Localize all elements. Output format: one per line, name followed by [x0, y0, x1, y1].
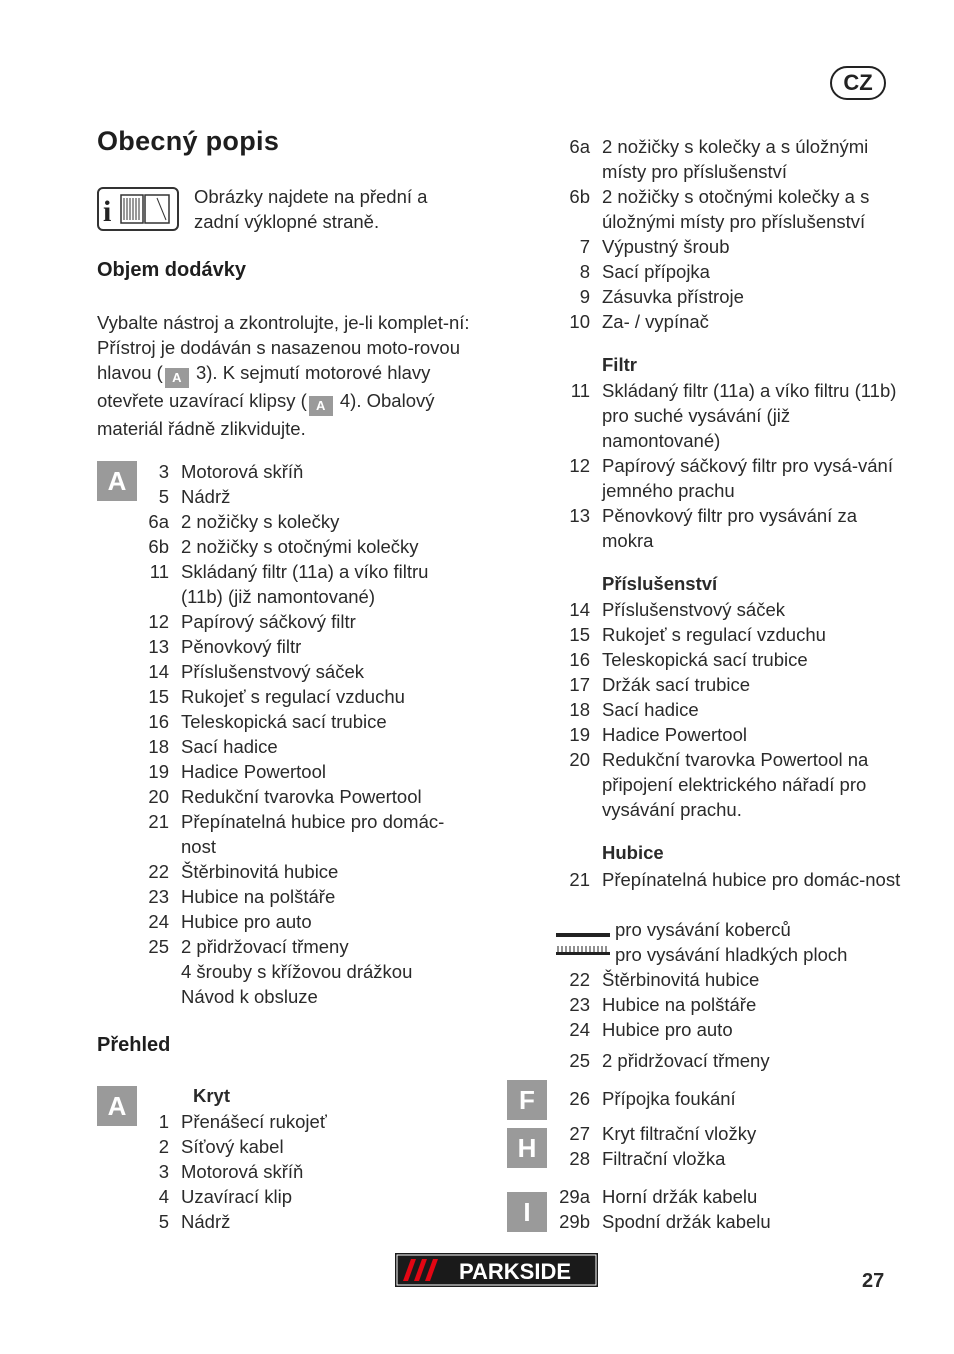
- item-text: Pěnovkový filtr: [181, 636, 302, 657]
- item-text: Skládaný filtr (11a) a víko filtru (11b) (již namontované): [181, 561, 429, 607]
- filtr-list: [542, 378, 902, 553]
- item-number: [85, 984, 169, 1009]
- list-item: [542, 1184, 902, 1209]
- item-text: Motorová skříň: [181, 461, 304, 482]
- item-text: Teleskopická sací trubice: [602, 649, 808, 670]
- item-text: Pěnovkový filtr pro vysávání za mokra: [602, 505, 857, 551]
- item-number: [85, 959, 169, 984]
- item-text: Nádrž: [181, 1211, 231, 1232]
- item-text: 2 přidržovací třmeny: [181, 936, 349, 957]
- item-text: Sací přípojka: [602, 261, 710, 282]
- list-item: [542, 722, 902, 747]
- item-text: Přenášecí rukojeť: [181, 1111, 327, 1132]
- section-h-list: [542, 1121, 902, 1171]
- item-number: 12: [148, 611, 169, 632]
- item-text: Papírový sáčkový filtr: [181, 611, 356, 632]
- item-number: 24: [569, 1019, 590, 1040]
- item-number: 23: [569, 994, 590, 1015]
- section-f-item: [542, 1086, 902, 1111]
- carpet-mode-icon: [556, 927, 610, 945]
- item-number: 21: [148, 811, 169, 832]
- item-text: Rukojeť s regulací vzduchu: [602, 624, 826, 645]
- item-number: 28: [569, 1148, 590, 1169]
- list-item: [542, 234, 902, 259]
- list-item: [85, 534, 471, 559]
- item-text: Horní držák kabelu: [602, 1186, 758, 1207]
- parkside-logo: [395, 1253, 598, 1287]
- list-item: [85, 934, 471, 959]
- item-number: 27: [569, 1123, 590, 1144]
- list-item: [85, 1184, 471, 1209]
- nozzle-item-21: [542, 867, 902, 892]
- list-item: [542, 1146, 902, 1171]
- item-number: 19: [569, 724, 590, 745]
- list-item: [542, 259, 902, 284]
- item-text: Skládaný filtr (11a) a víko filtru (11b) pro suché vysávání (již namontované): [602, 380, 897, 451]
- item-text: Spodní držák kabelu: [602, 1211, 771, 1232]
- item-number: 16: [148, 711, 169, 732]
- list-item: [85, 459, 471, 484]
- list-item: [542, 647, 902, 672]
- item-number: 6b: [148, 536, 169, 557]
- item-text: Síťový kabel: [181, 1136, 284, 1157]
- item-text: Přípojka foukání: [602, 1088, 736, 1109]
- language-badge: CZ: [830, 66, 886, 100]
- list-item: [542, 597, 902, 622]
- item-text: 4 šrouby s křížovou drážkou: [181, 961, 413, 982]
- item-number: 15: [569, 624, 590, 645]
- list-item: [85, 709, 471, 734]
- item-number: 15: [148, 686, 169, 707]
- item-number: 10: [569, 311, 590, 332]
- list-item: [542, 284, 902, 309]
- item-text: Hubice na polštáře: [181, 886, 336, 907]
- list-item: [85, 634, 471, 659]
- item-number: 5: [158, 486, 169, 507]
- item-number: 22: [148, 861, 169, 882]
- list-item: [85, 659, 471, 684]
- item-text: Přepínatelná hubice pro domác-nost: [181, 811, 445, 857]
- list-item: [85, 784, 471, 809]
- scope-text-1: Vybalte nástroj a zkontrolujte, je-li komplet-ní: Přístroj je dodáván s nasazenou moto-rovou hlavou (: [97, 312, 470, 383]
- item-text: 2 nožičky s kolečky: [181, 511, 340, 532]
- item-text: Příslušenstvový sáček: [602, 599, 786, 620]
- item-number: 19: [148, 761, 169, 782]
- list-item: [85, 984, 471, 1009]
- item-number: 14: [569, 599, 590, 620]
- brand-text: PARKSIDE: [458, 1259, 572, 1284]
- list-item: [85, 909, 471, 934]
- scope-heading: Objem dodávky: [97, 259, 246, 281]
- accessories-label: Příslušenství: [602, 573, 718, 594]
- item-number: 6b: [569, 186, 590, 207]
- item-text: Za- / vypínač: [602, 311, 709, 332]
- item-text: Přepínatelná hubice pro domác-nost: [602, 869, 901, 890]
- item-number: 12: [569, 455, 590, 476]
- list-item: [542, 1017, 902, 1042]
- list-item: [85, 1109, 471, 1134]
- list-item: [542, 309, 902, 334]
- section-i-list: [542, 1184, 902, 1234]
- item-number: 16: [569, 649, 590, 670]
- figure-badge-i: I: [507, 1192, 547, 1232]
- item-text: Nádrž: [181, 486, 231, 507]
- item-text: Redukční tvarovka Powertool: [181, 786, 422, 807]
- item-text: Motorová skříň: [181, 1161, 304, 1182]
- list-item: [85, 859, 471, 884]
- item-text: Návod k obsluze: [181, 986, 318, 1007]
- filtr-label: Filtr: [602, 354, 637, 375]
- scope-text-3: 4). Obalový materiál řádně zlikvidujte.: [97, 390, 435, 439]
- nozzle-list: [542, 967, 902, 1042]
- item-text: Výpustný šroub: [602, 236, 730, 257]
- item-number: 22: [569, 969, 590, 990]
- item-number: 20: [569, 749, 590, 770]
- list-item: [85, 509, 471, 534]
- item-number: 13: [148, 636, 169, 657]
- list-item: [542, 697, 902, 722]
- figure-ref-badge: A: [165, 368, 189, 388]
- list-item: [85, 684, 471, 709]
- item-text: Hubice pro auto: [602, 1019, 733, 1040]
- item-number: 17: [569, 674, 590, 695]
- item-text: Teleskopická sací trubice: [181, 711, 387, 732]
- item-number: 2: [158, 1136, 169, 1157]
- item-number: 11: [570, 380, 590, 401]
- list-item: [85, 484, 471, 509]
- item-number: 8: [579, 261, 590, 282]
- list-item: [542, 1121, 902, 1146]
- list-item: [542, 672, 902, 697]
- list-item: [85, 1159, 471, 1184]
- page-title: Obecný popis: [97, 126, 280, 156]
- item-text: Příslušenstvový sáček: [181, 661, 365, 682]
- list-item: [542, 134, 902, 184]
- nozzles-label: Hubice: [602, 842, 664, 863]
- item-number: 29b: [559, 1211, 590, 1232]
- item-text: 2 nožičky s otočnými kolečky: [181, 536, 419, 557]
- nozzle-item-25: [542, 1048, 902, 1073]
- item-text: Filtrační vložka: [602, 1148, 726, 1169]
- item-number: 25: [569, 1050, 590, 1071]
- list-item: [542, 378, 902, 453]
- figure-badge-h: H: [507, 1128, 547, 1168]
- mode-floor-text: pro vysávání hladkých ploch: [615, 944, 848, 965]
- item-text: Hubice na polštáře: [602, 994, 757, 1015]
- item-number: 24: [148, 911, 169, 932]
- item-number: 29a: [559, 1186, 590, 1207]
- item-number: 3: [158, 1161, 169, 1182]
- item-number: 25: [148, 936, 169, 957]
- item-number: 1: [158, 1111, 169, 1132]
- mode-carpet-text: pro vysávání koberců: [615, 919, 791, 940]
- item-number: 6a: [569, 136, 590, 157]
- item-text: Redukční tvarovka Powertool na připojení elektrického nářadí pro vysávání prachu.: [602, 749, 869, 820]
- list-item: [85, 1134, 471, 1159]
- list-item: [542, 622, 902, 647]
- item-text: 2 nožičky s otočnými kolečky a s úložnými místy pro příslušenství: [602, 186, 870, 232]
- delivery-list: [85, 459, 471, 1009]
- item-text: 2 nožičky s kolečky a s úložnými místy pro příslušenství: [602, 136, 869, 182]
- item-number: 3: [158, 461, 169, 482]
- item-number: 21: [569, 869, 590, 890]
- list-item: [85, 609, 471, 634]
- list-item: [85, 559, 471, 609]
- item-text: Uzavírací klip: [181, 1186, 293, 1207]
- list-item: [542, 184, 902, 234]
- item-number: 20: [148, 786, 169, 807]
- item-text: 2 přidržovací třmeny: [602, 1050, 770, 1071]
- item-text: Zásuvka přístroje: [602, 286, 744, 307]
- info-book-icon: [97, 187, 179, 231]
- overview-heading: Přehled: [97, 1034, 171, 1056]
- figure-badge-a: A: [97, 461, 137, 501]
- item-number: 18: [148, 736, 169, 757]
- list-item: [85, 734, 471, 759]
- item-number: 7: [579, 236, 590, 257]
- scope-paragraph: [97, 310, 482, 441]
- parts-list: [542, 134, 902, 334]
- item-number: 11: [149, 561, 169, 582]
- item-number: 14: [148, 661, 169, 682]
- info-text: Obrázky najdete na přední a zadní výklopné straně.: [194, 186, 428, 232]
- item-text: Hadice Powertool: [181, 761, 326, 782]
- item-text: Rukojeť s regulací vzduchu: [181, 686, 405, 707]
- item-text: Štěrbinovitá hubice: [181, 861, 339, 882]
- list-item: [85, 884, 471, 909]
- scope-text-2: 3). K sejmutí motorové hlavy otevřete uzavírací klipsy (: [97, 362, 431, 411]
- item-number: 9: [579, 286, 590, 307]
- item-text: Štěrbinovitá hubice: [602, 969, 760, 990]
- item-text: Papírový sáčkový filtr pro vysá-vání jemného prachu: [602, 455, 893, 501]
- list-item: [542, 1209, 902, 1234]
- item-text: Sací hadice: [181, 736, 278, 757]
- list-item: [85, 1209, 471, 1234]
- item-number: 13: [569, 505, 590, 526]
- list-item: [542, 747, 902, 822]
- list-item: [542, 967, 902, 992]
- item-text: Sací hadice: [602, 699, 699, 720]
- figure-badge-a: A: [97, 1086, 137, 1126]
- item-text: Držák sací trubice: [602, 674, 751, 695]
- item-text: Kryt filtrační vložky: [602, 1123, 757, 1144]
- list-item: [85, 809, 471, 859]
- smooth-floor-mode-icon: [556, 944, 610, 963]
- item-number: 26: [569, 1088, 590, 1109]
- page-number: 27: [862, 1270, 885, 1292]
- figure-ref-badge: A: [309, 396, 333, 416]
- item-number: 23: [148, 886, 169, 907]
- item-number: 5: [158, 1211, 169, 1232]
- kryt-label: Kryt: [193, 1085, 231, 1106]
- item-number: 6a: [148, 511, 169, 532]
- accessories-list: [542, 597, 902, 822]
- svg-text:i: i: [103, 195, 112, 228]
- kryt-list: [85, 1109, 471, 1234]
- list-item: [85, 759, 471, 784]
- item-text: Hubice pro auto: [181, 911, 312, 932]
- list-item: [542, 992, 902, 1017]
- list-item: [85, 959, 471, 984]
- item-number: 4: [158, 1186, 169, 1207]
- item-text: Hadice Powertool: [602, 724, 747, 745]
- figure-badge-f: F: [507, 1080, 547, 1120]
- list-item: [542, 453, 902, 503]
- item-number: 18: [569, 699, 590, 720]
- list-item: [542, 503, 902, 553]
